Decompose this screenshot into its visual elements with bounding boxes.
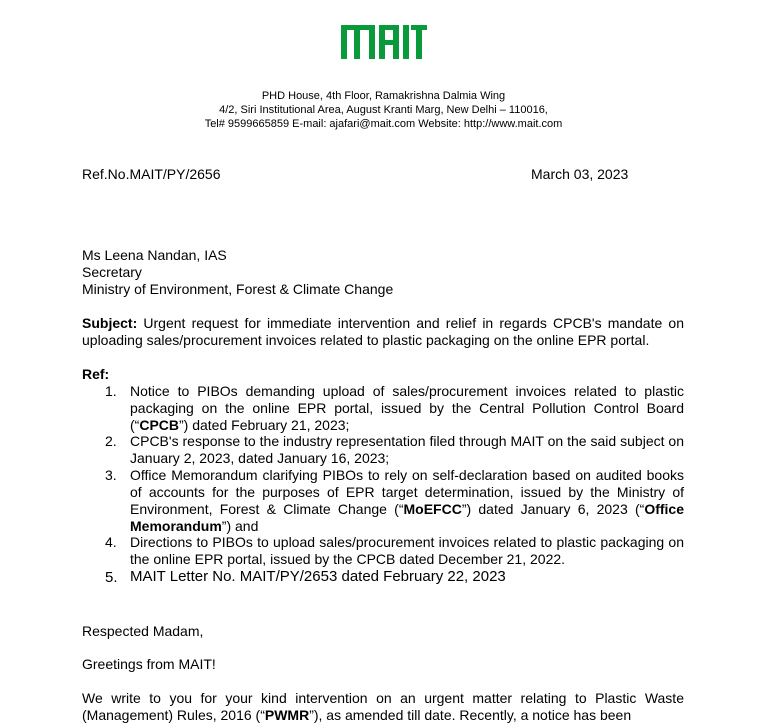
ref-item-3-bold-a: MoEFCC	[403, 501, 462, 517]
ref-item-5-number: 5.	[105, 569, 118, 586]
reference-number: Ref.No.MAIT/PY/2656	[82, 166, 221, 182]
ref-item-3-text-a: Office Memorandum clarifying PIBOs to rely on self-declaration based on audited books of accounts for the purposes of EPR target determination, issued by the Ministry of Environment, Forest & Climate Change (“	[130, 467, 684, 517]
ref-item-2-text: CPCB's response to the industry representation filed through MAIT on the said subject on January 2, 2023, dated January 16, 2023;	[130, 433, 684, 466]
ref-item-1-text-b: ”) dated February 21, 2023;	[179, 417, 350, 433]
greeting: Greetings from MAIT!	[82, 656, 216, 672]
subject-text: Urgent request for immediate intervention and relief in regards CPCB's mandate on uploading sales/procurement invoices related to plastic packaging on the online EPR portal.	[82, 315, 684, 348]
ref-item-1-number: 1.	[105, 383, 117, 399]
body-bold-pwmr: PWMR	[264, 707, 310, 723]
header-address-line-1: PHD House, 4th Floor, Ramakrishna Dalmia Wing	[261, 90, 506, 102]
ref-item-3-text-b: ”) dated January 6, 2023 (“	[461, 501, 645, 517]
ref-item-5-text: MAIT Letter No. MAIT/PY/2653 dated February 22, 2023	[130, 568, 506, 585]
ref-item-3-number: 3.	[105, 467, 117, 483]
ref-item-2-number: 2.	[105, 433, 117, 449]
recipient-organization: Ministry of Environment, Forest & Climate Change	[82, 281, 394, 297]
subject-label: Subject:	[82, 315, 138, 331]
header-contact-line: Tel# 9599665859 E-mail: ajafari@mait.com Website: http://www.mait.com	[204, 118, 563, 130]
body-text-a: We write to you for your kind intervention on an urgent matter relating to Plastic Waste (Management) Rules, 2016 (“	[82, 690, 684, 723]
ref-item-2	[130, 433, 684, 467]
mait-logo	[339, 22, 427, 62]
salutation: Respected Madam,	[82, 623, 204, 639]
ref-item-5	[130, 568, 684, 586]
header-address-line-2: 4/2, Siri Institutional Area, August Kranti Marg, New Delhi – 110016,	[219, 104, 548, 116]
ref-item-3-text-c: ”) and	[221, 518, 259, 534]
logo-mark	[341, 25, 427, 59]
ref-item-1-text-a: Notice to PIBOs demanding upload of sales/procurement invoices related to plastic packaging on the online EPR portal, issued by the Central Pollution Control Board (“	[130, 383, 684, 433]
ref-item-1-bold: CPCB	[139, 417, 179, 433]
ref-item-3	[130, 467, 684, 535]
recipient-title: Secretary	[82, 264, 142, 280]
recipient-name: Ms Leena Nandan, IAS	[82, 247, 227, 263]
ref-item-1	[130, 383, 684, 434]
ref-item-4	[130, 534, 684, 568]
letter-date: March 03, 2023	[531, 166, 629, 182]
subject-paragraph	[82, 315, 684, 349]
ref-item-4-text: Directions to PIBOs to upload sales/procurement invoices related to plastic packaging on the online EPR portal, issued by the CPCB dated December 21, 2022.	[130, 534, 684, 567]
ref-item-4-number: 4.	[105, 534, 117, 550]
ref-item-3-bold-b: Office Memorandum	[130, 501, 685, 534]
body-paragraph	[82, 690, 684, 724]
ref-label: Ref:	[82, 366, 110, 382]
body-text-b: ”), as amended till date. Recently, a notice has been	[309, 707, 632, 723]
